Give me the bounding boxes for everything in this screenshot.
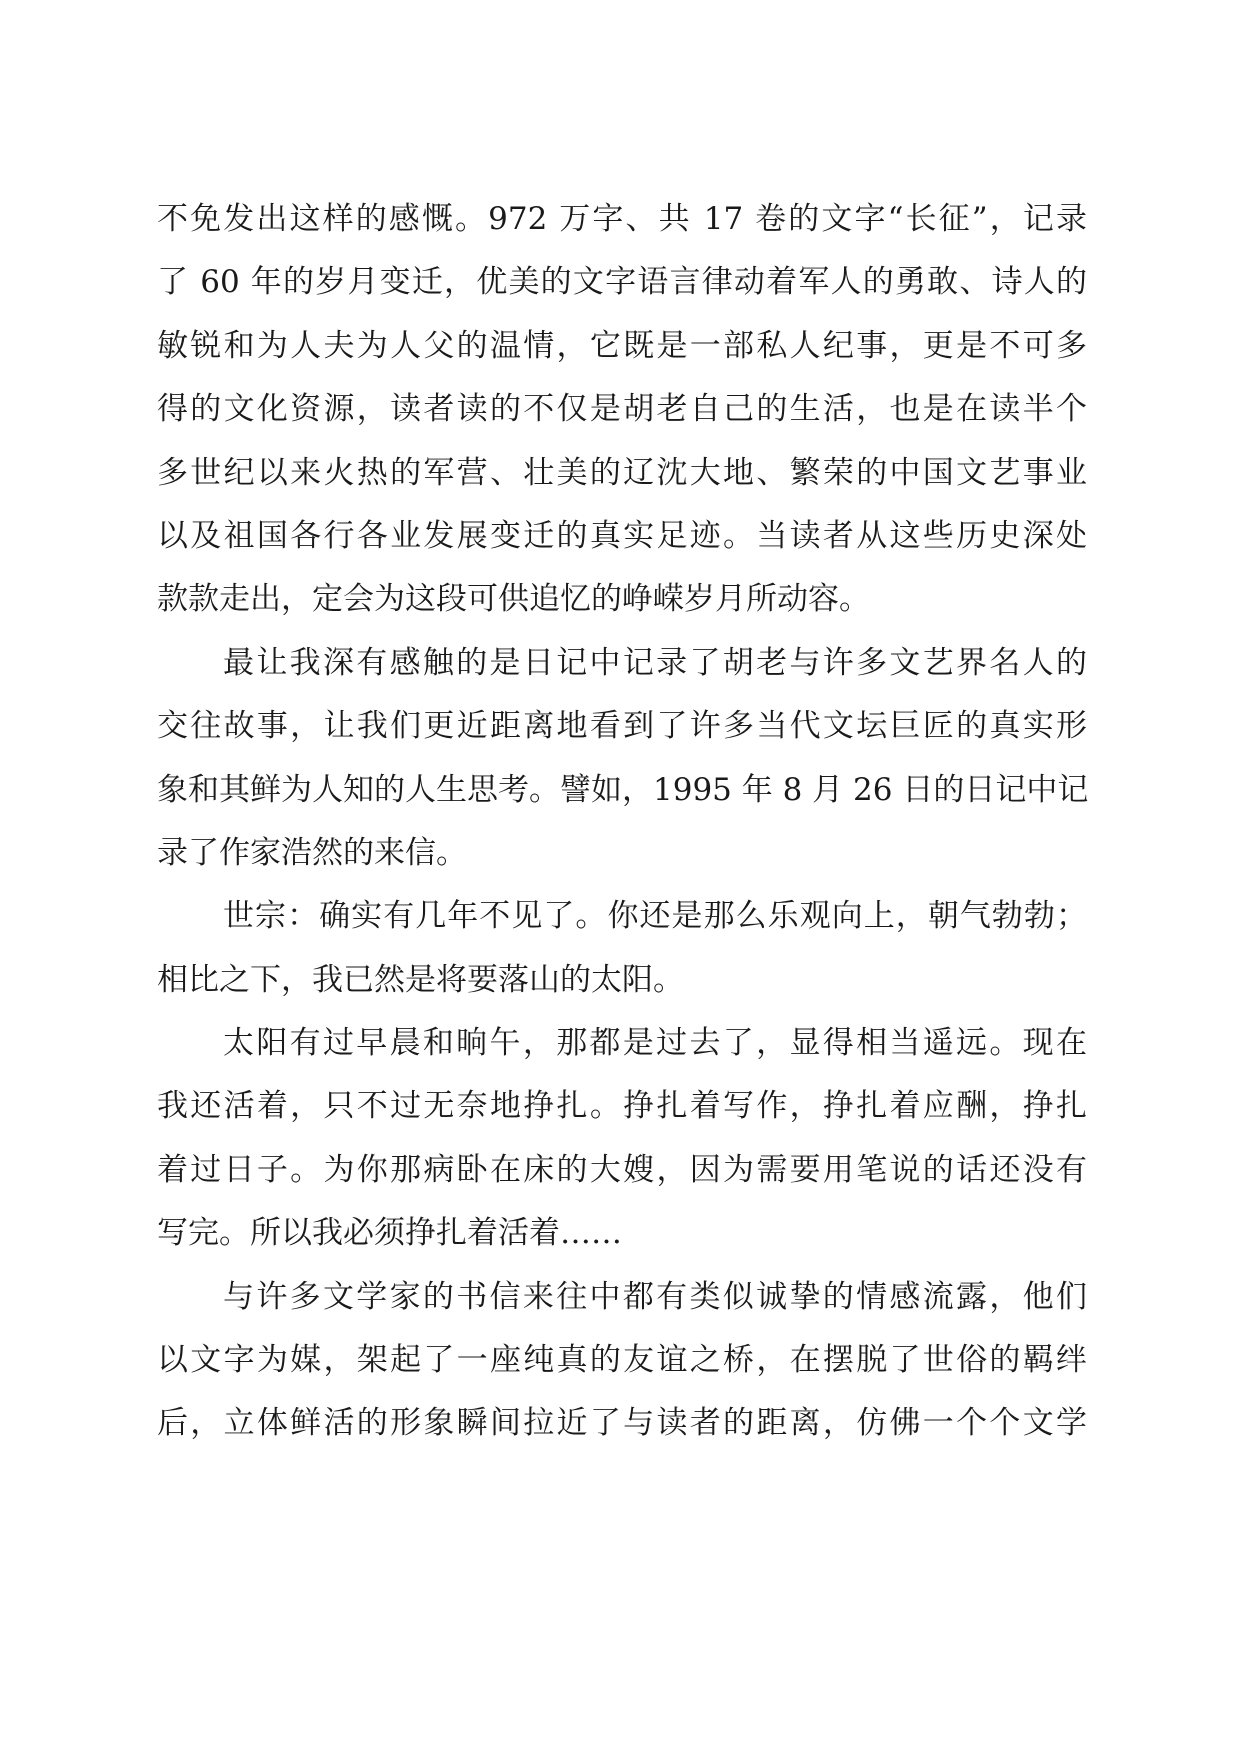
text-line: 敏锐和为人夫为人父的温情，它既是一部私人纪事，更是不可多: [157, 327, 1087, 364]
paragraph: [157, 188, 1087, 632]
text-line: 与许多文学家的书信来往中都有类似诚挚的情感流露，他们: [223, 1278, 1087, 1315]
text-line: 录了作家浩然的来信。: [157, 834, 467, 871]
paragraph: [157, 632, 1087, 886]
text-line: 后，立体鲜活的形象瞬间拉近了与读者的距离，仿佛一个个文学: [157, 1405, 1087, 1442]
text-line: 最让我深有感触的是日记中记录了胡老与许多文艺界名人的: [223, 644, 1087, 681]
body-text: [157, 188, 1087, 1456]
text-line: 世宗：确实有几年不见了。你还是那么乐观向上，朝气勃勃；: [223, 898, 1087, 935]
text-line: 多世纪以来火热的军营、壮美的辽沈大地、繁荣的中国文艺事业: [157, 454, 1087, 491]
text-line: 我还活着，只不过无奈地挣扎。挣扎着写作，挣扎着应酬，挣扎: [157, 1088, 1087, 1125]
text-line: 得的文化资源，读者读的不仅是胡老自己的生活，也是在读半个: [157, 391, 1087, 428]
text-line: 交往故事，让我们更近距离地看到了许多当代文坛巨匠的真实形: [157, 708, 1087, 745]
text-line: 写完。所以我必须挣扎着活着……: [157, 1215, 622, 1252]
text-line: 着过日子。为你那病卧在床的大嫂，因为需要用笔说的话还没有: [157, 1151, 1087, 1188]
paragraph: [157, 1012, 1087, 1266]
text-line: 了 60 年的岁月变迁，优美的文字语言律动着军人的勇敢、诗人的: [157, 264, 1087, 301]
text-line: 以及祖国各行各业发展变迁的真实足迹。当读者从这些历史深处: [157, 517, 1087, 554]
text-line: 不免发出这样的感慨。972 万字、共 17 卷的文字“长征”，记录: [157, 201, 1087, 237]
text-line: 以文字为媒，架起了一座纯真的友谊之桥，在摆脱了世俗的羁绊: [157, 1342, 1087, 1379]
paragraph: [157, 1266, 1087, 1456]
paragraph: [157, 885, 1087, 1012]
text-line: 款款走出，定会为这段可供追忆的峥嵘岁月所动容。: [157, 581, 870, 618]
text-line: 象和其鲜为人知的人生思考。譬如，1995 年 8 月 26 日的日记中记: [157, 771, 1089, 808]
text-line: 相比之下，我已然是将要落山的太阳。: [157, 961, 684, 998]
text-line: 太阳有过早晨和晌午，那都是过去了，显得相当遥远。现在: [223, 1025, 1087, 1062]
